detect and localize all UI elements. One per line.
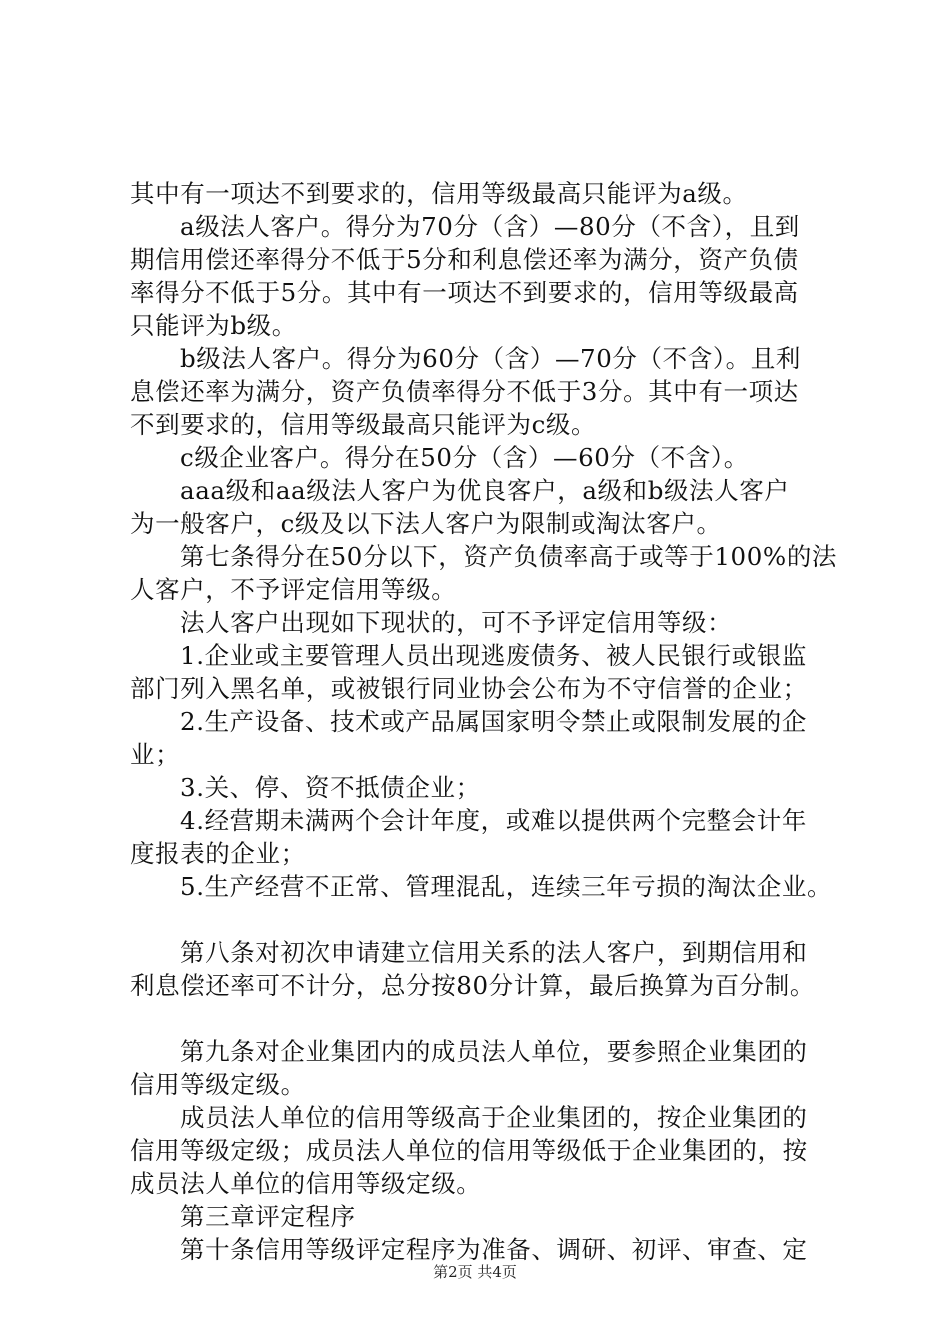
paragraph-line: a级法人客户。得分为70分（含）—80分（不含），且到 bbox=[180, 212, 800, 241]
paragraph-line: 息偿还率为满分，资产负债率得分不低于3分。其中有一项达 bbox=[130, 377, 799, 406]
paragraph-line: 第八条对初次申请建立信用关系的法人客户，到期信用和 bbox=[180, 938, 808, 967]
paragraph-line: c级企业客户。得分在50分（含）—60分（不含）。 bbox=[180, 443, 749, 472]
chapter-heading: 第三章评定程序 bbox=[180, 1202, 356, 1231]
paragraph-line: 业； bbox=[130, 740, 181, 769]
paragraph-line: 第九条对企业集团内的成员法人单位，要参照企业集团的 bbox=[180, 1037, 808, 1066]
paragraph-line: 信用等级定级。 bbox=[130, 1070, 306, 1099]
list-item: 1.企业或主要管理人员出现逃废债务、被人民银行或银监 bbox=[180, 641, 807, 670]
paragraph-line: aaa级和aa级法人客户为优良客户，a级和b级法人客户 bbox=[180, 476, 790, 505]
paragraph-line: 利息偿还率可不计分，总分按80分计算，最后换算为百分制。 bbox=[130, 971, 815, 1000]
paragraph-line: 人客户，不予评定信用等级。 bbox=[130, 575, 457, 604]
paragraph-line: 第十条信用等级评定程序为准备、调研、初评、审查、定 bbox=[180, 1235, 808, 1264]
paragraph-line: 期信用偿还率得分不低于5分和利息偿还率为满分，资产负债 bbox=[130, 245, 799, 274]
list-item: 5.生产经营不正常、管理混乱，连续三年亏损的淘汰企业。 bbox=[180, 872, 833, 901]
paragraph-line: 率得分不低于5分。其中有一项达不到要求的，信用等级最高 bbox=[130, 278, 799, 307]
page-number: 第2页 共4页 bbox=[433, 1263, 517, 1281]
paragraph-line: 部门列入黑名单，或被银行同业协会公布为不守信誉的企业； bbox=[130, 674, 808, 703]
paragraph-line: 度报表的企业； bbox=[130, 839, 306, 868]
list-item: 2.生产设备、技术或产品属国家明令禁止或限制发展的企 bbox=[180, 707, 807, 736]
list-item: 4.经营期未满两个会计年度，或难以提供两个完整会计年 bbox=[180, 806, 807, 835]
paragraph-line: b级法人客户。得分为60分（含）—70分（不含）。且利 bbox=[180, 344, 801, 373]
paragraph-line: 第七条得分在50分以下，资产负债率高于或等于100%的法 bbox=[180, 542, 838, 571]
paragraph-line: 法人客户出现如下现状的，可不予评定信用等级： bbox=[180, 608, 733, 637]
paragraph-line: 成员法人单位的信用等级定级。 bbox=[130, 1169, 482, 1198]
paragraph-line: 为一般客户，c级及以下法人客户为限制或淘汰客户。 bbox=[130, 509, 722, 538]
list-item: 3.关、停、资不抵债企业； bbox=[180, 773, 481, 802]
paragraph-line: 其中有一项达不到要求的，信用等级最高只能评为a级。 bbox=[130, 179, 748, 208]
paragraph-line: 只能评为b级。 bbox=[130, 311, 297, 340]
paragraph-line: 不到要求的，信用等级最高只能评为c级。 bbox=[130, 410, 597, 439]
paragraph-line: 成员法人单位的信用等级高于企业集团的，按企业集团的 bbox=[180, 1103, 808, 1132]
paragraph-line: 信用等级定级；成员法人单位的信用等级低于企业集团的，按 bbox=[130, 1136, 808, 1165]
